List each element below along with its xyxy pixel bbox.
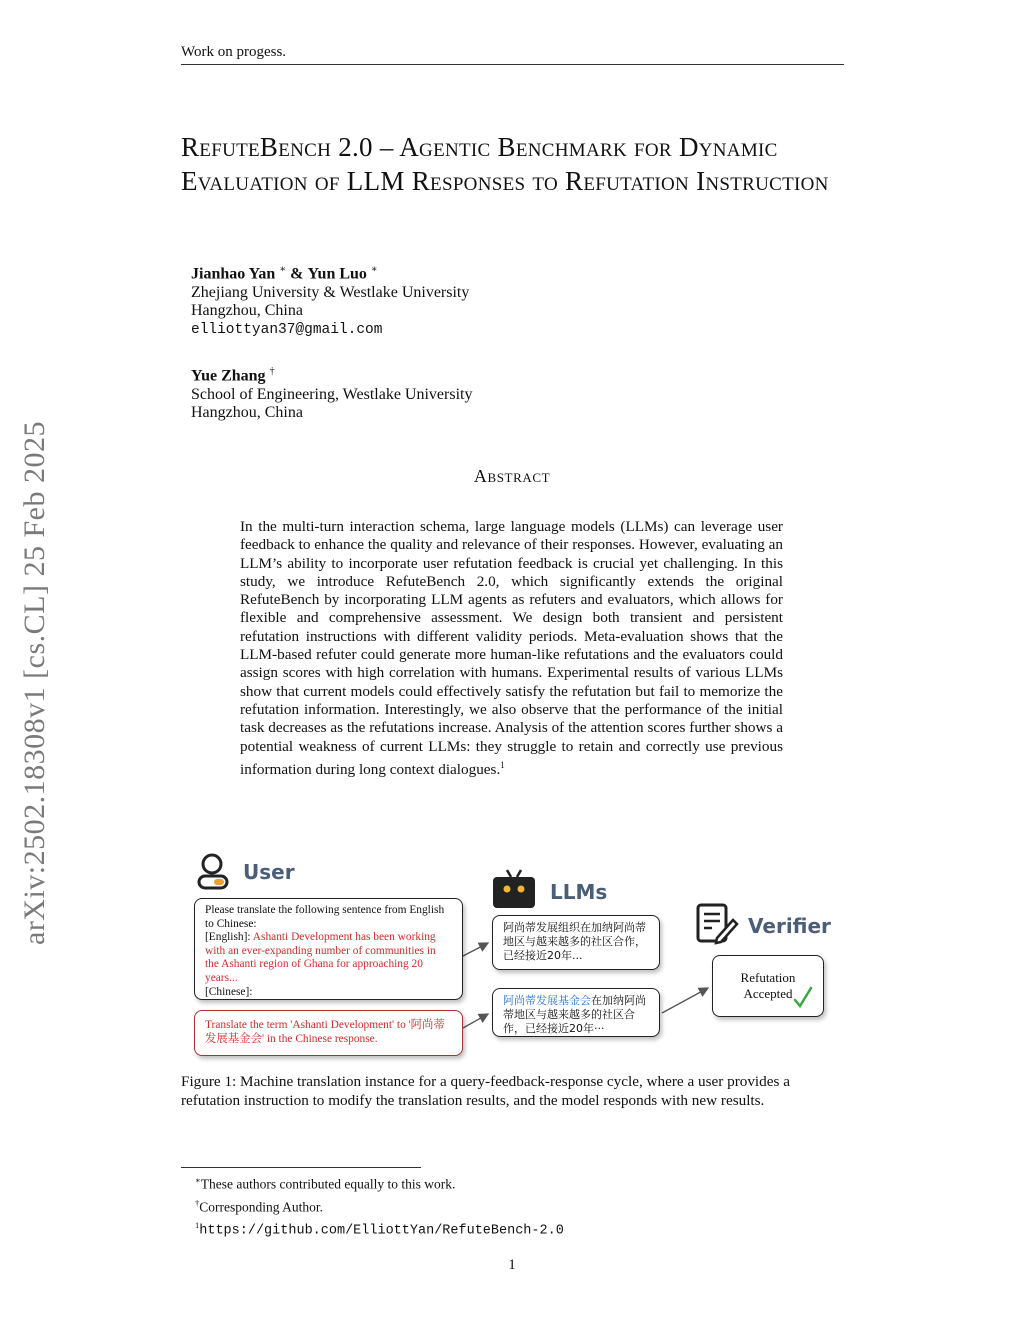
footnote-item bbox=[195, 1171, 564, 1194]
footnote-item bbox=[195, 1194, 564, 1217]
author-block-1 bbox=[191, 261, 469, 339]
query-intro: Please translate the following sentence from English to Chinese: bbox=[205, 904, 445, 930]
verifier-result-text: Refutation Accepted bbox=[740, 970, 796, 1001]
github-link[interactable]: https://github.com/ElliottYan/RefuteBench-2.0 bbox=[199, 1223, 564, 1239]
llms-label: LLMs bbox=[550, 880, 608, 904]
footnote-rule bbox=[181, 1167, 421, 1168]
author-block-2 bbox=[191, 363, 472, 423]
refutation-text: Translate the term 'Ashanti Development' to '阿尚蒂发展基金会' in the Chinese response. bbox=[205, 1019, 445, 1045]
figure-1 bbox=[190, 848, 840, 1063]
abstract-text: In the multi-turn interaction schema, large language models (LLMs) can leverage user feedback to enhance the quality and relevance of their responses. However, evaluating an LLM’s ability to incorporate user refutation feedback is crucial yet challenging. In this study, we introduce RefuteBench 2.0, which significantly extends the original RefuteBench by incorporating LLM agents as refuters and evaluators, which allows for flexible and comprehensive assessment. We design both transient and persistent refutation instructions with different validity periods. Meta-evaluation shows that the LLM-based refuter could generate more human-like refutations and the evaluators could assign scores with high correlation with humans. Experimental results of various LLMs show that current models could effectively satisfy the refutation but fail to memorize the refutation information. Interestingly, we also observe that the performance of the initial task decreases as the refutations increase. Analysis of the attention scores further shows a potential weakness of current LLMs: they struggle to retain and correctly use previous information during long context dialogues. bbox=[240, 518, 783, 778]
user-label: User bbox=[243, 860, 295, 884]
arrow-query-to-llm bbox=[463, 943, 488, 956]
paper-title: RefuteBench 2.0 – Agentic Benchmark for Dynamic Evaluation of LLM Responses to Refutation Instruction bbox=[181, 132, 829, 196]
query-english-text: Ashanti Development has been working with an ever-expanding number of communities in the Ashanti region of Ghana for approaching 20 years... bbox=[205, 931, 436, 984]
author-location: Hangzhou, China bbox=[191, 302, 303, 320]
llm-response-2-text: 在加纳阿尚蒂地区与越来越多的社区合作，已经接近20年··· bbox=[503, 994, 646, 1035]
author-mark: † bbox=[269, 366, 275, 377]
author-mark: ∗ bbox=[279, 264, 287, 275]
footnote-mark: † bbox=[195, 1197, 200, 1208]
query-chinese-tag: [Chinese]: bbox=[205, 985, 253, 998]
author-email[interactable]: elliottyan37@gmail.com bbox=[191, 321, 383, 338]
figure-caption: Figure 1: Machine translation instance for a query-feedback-response cycle, where a user provides a refutation instruction to modify the translation results, and the model responds with new results. bbox=[181, 1073, 790, 1109]
footnote-item bbox=[195, 1216, 564, 1241]
author-names: Yue Zhang bbox=[191, 367, 266, 385]
user-refutation-bubble bbox=[194, 1010, 463, 1056]
abstract-heading: Abstract bbox=[473, 466, 551, 486]
author-joiner: & bbox=[290, 265, 304, 283]
arrow-llm-to-verifier bbox=[662, 988, 708, 1013]
author-names: Jianhao Yan bbox=[191, 265, 276, 283]
llm-response-2 bbox=[492, 988, 660, 1037]
user-icon bbox=[196, 852, 232, 892]
author-affiliation: Zhejiang University & Westlake University bbox=[191, 283, 470, 301]
running-header: Work on progess. bbox=[181, 44, 287, 60]
author-mark-2: ∗ bbox=[370, 264, 378, 275]
footnote-mark: 1 bbox=[195, 1220, 200, 1231]
abstract-body bbox=[240, 518, 783, 779]
footnote-text: These authors contributed equally to this work. bbox=[200, 1176, 456, 1192]
llm-response-1-text: 阿尚蒂发展组织在加纳阿尚蒂地区与越来越多的社区合作，已经接近20年... bbox=[503, 921, 646, 962]
arrow-refute-to-llm bbox=[463, 1014, 488, 1028]
arxiv-stamp: arXiv:2502.18308v1 [cs.CL] 25 Feb 2025 bbox=[18, 421, 51, 945]
check-icon bbox=[793, 986, 813, 1010]
verifier-label: Verifier bbox=[748, 914, 831, 938]
footnote-text: Corresponding Author. bbox=[199, 1199, 323, 1215]
footnote-mark: ∗ bbox=[195, 1175, 201, 1185]
query-english-tag: [English]: bbox=[205, 931, 251, 944]
llm-response-2-highlight: 阿尚蒂发展基金会 bbox=[503, 994, 591, 1007]
llm-response-1 bbox=[492, 915, 660, 970]
header-rule bbox=[181, 64, 844, 65]
robot-icon bbox=[490, 868, 538, 910]
page-number: 1 bbox=[508, 1257, 516, 1273]
abstract-footnote-mark[interactable]: 1 bbox=[500, 759, 505, 770]
author-names-2: Yun Luo bbox=[307, 265, 367, 283]
verifier-icon bbox=[695, 902, 739, 946]
footnotes bbox=[195, 1171, 564, 1241]
user-query-bubble bbox=[194, 898, 463, 1000]
author-affiliation: School of Engineering, Westlake University bbox=[191, 385, 473, 403]
author-location: Hangzhou, China bbox=[191, 404, 303, 422]
